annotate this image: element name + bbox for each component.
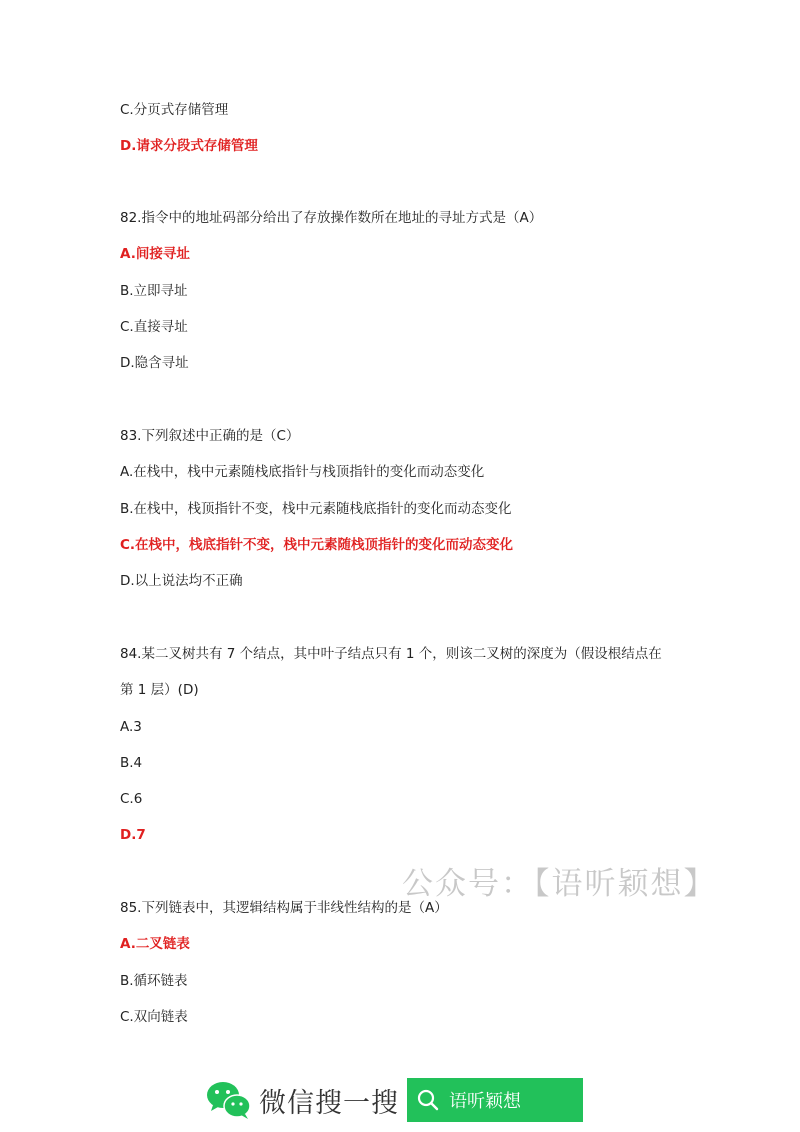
- search-icon: [417, 1089, 439, 1111]
- account-name: 语听颖想: [449, 1091, 521, 1112]
- option-line: C.双向链表: [120, 1009, 188, 1025]
- option-line: A.3: [120, 719, 142, 735]
- option-line: B.在栈中，栈顶指针不变，栈中元素随栈底指针的变化而动态变化: [120, 501, 512, 517]
- wechat-icon: [205, 1080, 253, 1120]
- correct-answer-line: D.请求分段式存储管理: [120, 138, 258, 154]
- option-line: A.在栈中，栈中元素随栈底指针与栈顶指针的变化而动态变化: [120, 464, 485, 480]
- question-83: 83.下列叙述中正确的是（C）: [120, 428, 300, 444]
- option-line: C.分页式存储管理: [120, 102, 229, 118]
- correct-answer-line: C.在栈中，栈底指针不变，栈中元素随栈顶指针的变化而动态变化: [120, 537, 514, 553]
- option-line: C.直接寻址: [120, 319, 188, 335]
- correct-answer-line: A.二叉链表: [120, 936, 190, 952]
- question-84-continued: 第 1 层）(D): [120, 682, 199, 698]
- question-82: 82.指令中的地址码部分给出了存放操作数所在地址的寻址方式是（A）: [120, 210, 543, 226]
- question-85: 85.下列链表中，其逻辑结构属于非线性结构的是（A）: [120, 900, 448, 916]
- option-line: B.4: [120, 755, 143, 771]
- wechat-search-banner[interactable]: [205, 1078, 583, 1122]
- search-account-button[interactable]: [407, 1078, 583, 1122]
- watermark-text: 公众号：【语听颖想】: [402, 866, 717, 902]
- option-line: B.立即寻址: [120, 283, 188, 299]
- option-line: C.6: [120, 791, 143, 807]
- option-line: D.隐含寻址: [120, 355, 189, 371]
- question-84: 84.某二叉树共有 7 个结点，其中叶子结点只有 1 个，则该二叉树的深度为（假设根结点在: [120, 646, 662, 662]
- option-line: B.循环链表: [120, 973, 188, 989]
- option-line: D.以上说法均不正确: [120, 573, 243, 589]
- search-label: 微信搜一搜: [259, 1087, 399, 1119]
- correct-answer-line: D.7: [120, 827, 146, 843]
- correct-answer-line: A.间接寻址: [120, 246, 190, 262]
